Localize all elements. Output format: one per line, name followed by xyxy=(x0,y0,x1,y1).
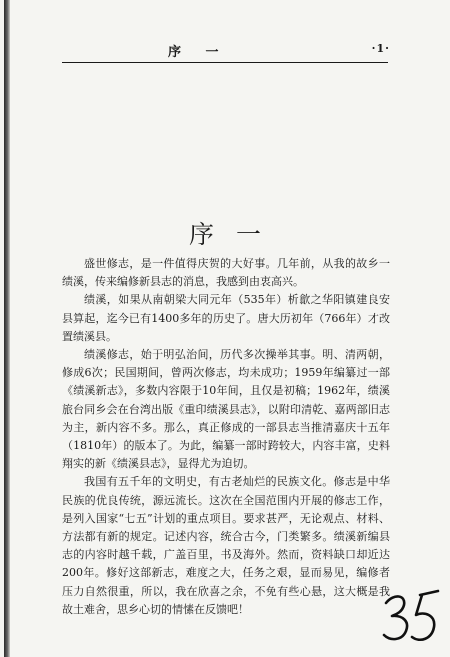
running-header-title: 序 一 xyxy=(168,45,229,60)
paragraph-2: 绩溪，如果从南朝梁大同元年（535年）析歙之华阳镇建良安县算起，迄今已有1400多年的历史了。唐大历初年（766年）才改置绩溪县。 xyxy=(62,293,390,343)
chapter-title: 序一 xyxy=(188,219,283,249)
book-spine-shadow xyxy=(4,0,10,657)
paragraph-3: 绩溪修志，始于明弘治间，历代多次操举其事。明、清两朝，修成6次；民国期间，曾两次修志，均未成功；1959年编纂过一部《绩溪新志》，多数内容限于10年间，且仅是初稿；1962年，绩溪旅台同乡会在台湾出版《重印绩溪县志》，以附印清乾、嘉两部旧志为主，新内容不多。那么，真正修成的一部县志当推清嘉庆十五年（1810年）的版本了。为此，编纂一部时跨较大，内容丰富，史料翔实的新《绩溪县志》，显得尤为迫切。 xyxy=(62,348,390,471)
running-header xyxy=(60,40,390,60)
header-rule xyxy=(62,62,388,63)
paragraph-4: 我国有五千年的文明史，有古老灿烂的民族文化。修志是中华民族的优良传统，源远流长。这次在全国范围内开展的修志工作，是列入国家“七五”计划的重点项目。要求甚严，无论观点、材料、方法都有新的规定。记述内容，统合古今，门类繁多。绩溪新编县志的内容时越千载，广盖百里，书及海外。然而，资料缺口却近达200年。修好这部新志，难度之大，任务之艰，显而易见，编修者压力自然很重，所以，我在欣喜之余，不免有些心悬，这大概是我故土难舍，思乡心切的情愫在反馈吧！ xyxy=(62,475,390,616)
page-number: ·1· xyxy=(371,42,390,55)
paragraph-1: 盛世修志，是一件值得庆贺的大好事。几年前，从我的故乡一绩溪，传来编修新县志的消息，我感到由衷高兴。 xyxy=(62,257,390,289)
body-text xyxy=(62,255,390,619)
handwritten-page-mark xyxy=(380,585,442,647)
